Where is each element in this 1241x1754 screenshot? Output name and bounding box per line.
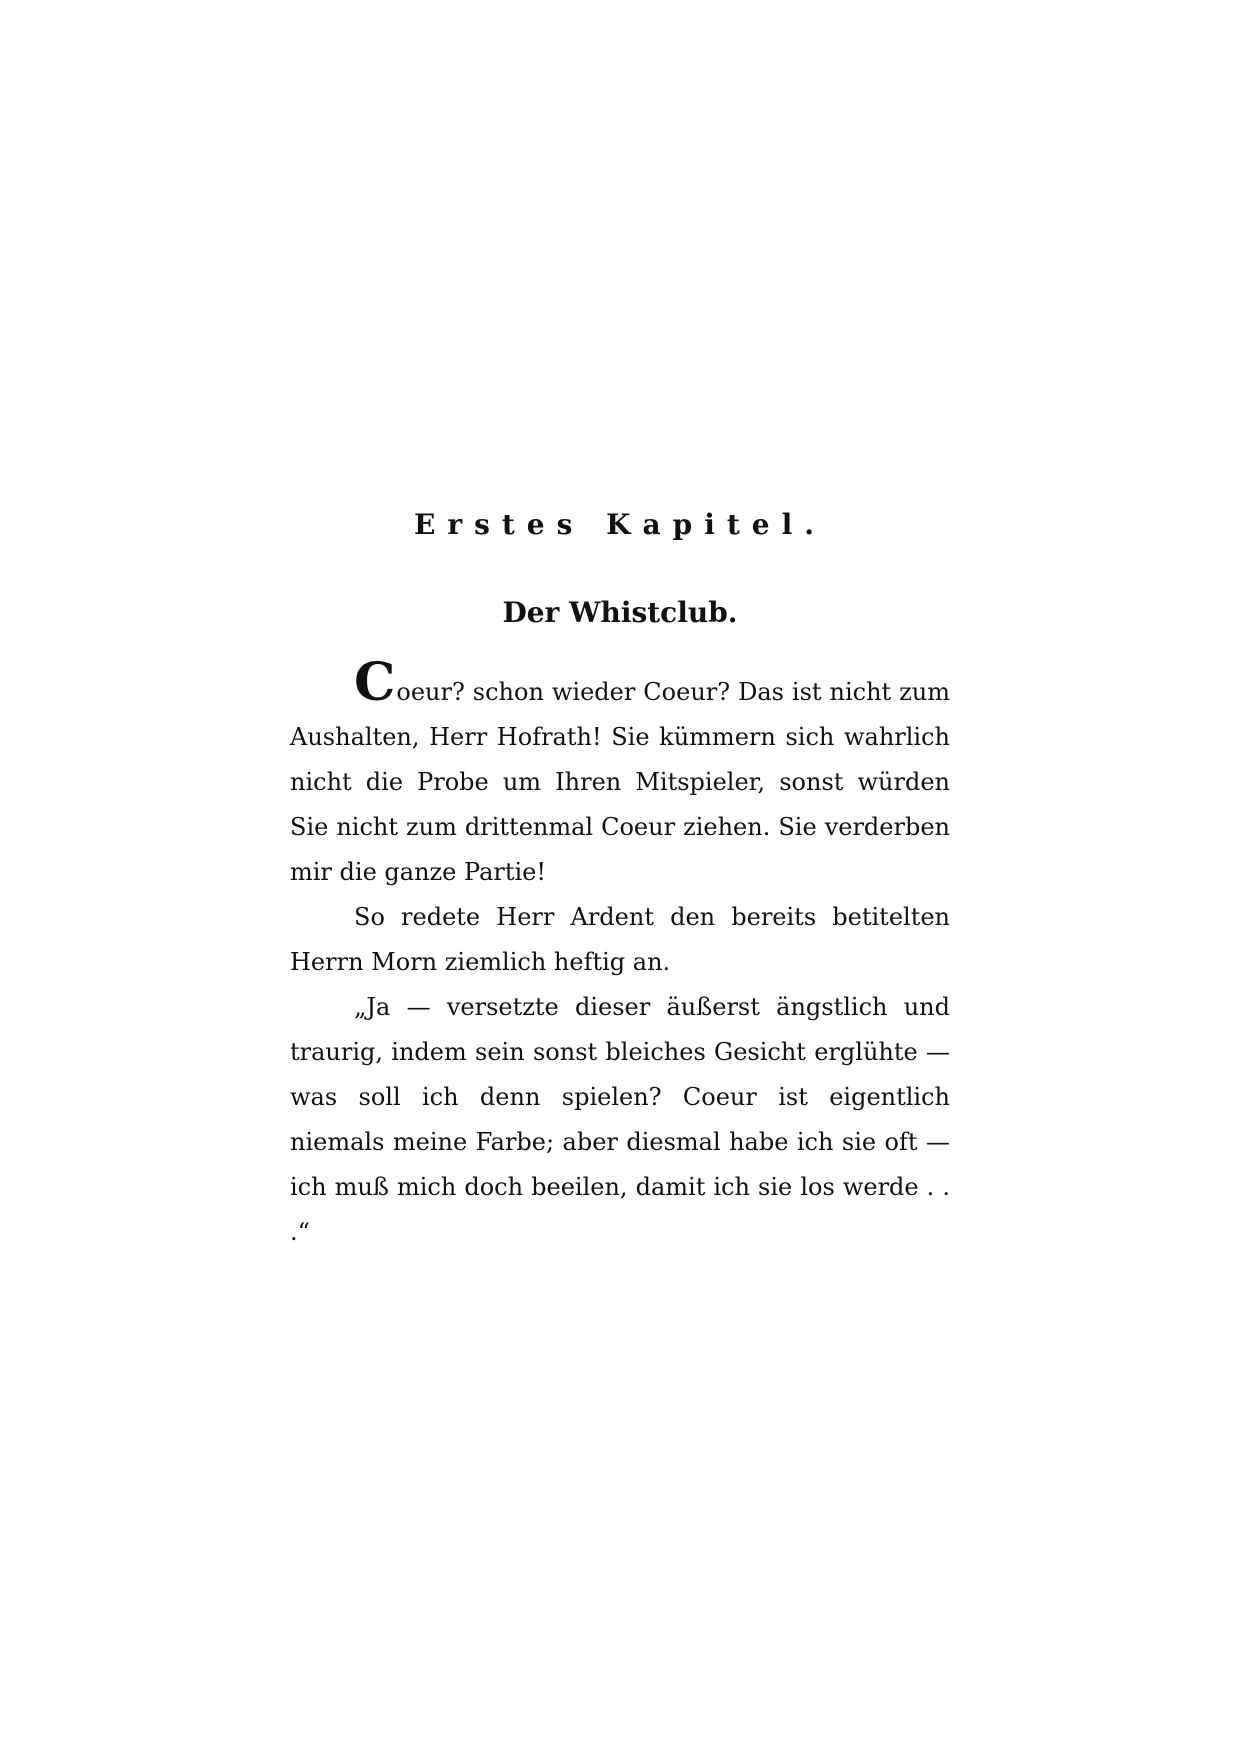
body-text	[290, 652, 950, 1255]
paragraph-2: So redete Herr Ardent den bereits betitelten Herrn Morn ziemlich heftig an.	[290, 903, 950, 976]
paragraph-3: „Ja — versetzte dieser äußerst ängstlich und traurig, indem sein sonst bleiches Gesicht erglühte — was soll ich denn spielen? Coeur ist eigentlich niemals meine Farbe; aber diesmal habe ich sie oft — ich muß mich doch beeilen, damit ich sie los werde . . .“	[290, 993, 950, 1246]
chapter-heading: Erstes Kapitel.	[414, 508, 826, 541]
chapter-subtitle: Der Whistclub.	[502, 596, 738, 629]
paragraph-1	[290, 652, 950, 895]
drop-cap: C	[354, 652, 396, 713]
paragraph-1-text: oeur? schon wieder Coeur? Das ist nicht zum Aushalten, Herr Hofrath! Sie kümmern sich wahrlich nicht die Probe um Ihren Mitspieler, sonst würden Sie nicht zum drittenmal Coeur ziehen. Sie verderben mir die ganze Partie!	[290, 678, 950, 886]
